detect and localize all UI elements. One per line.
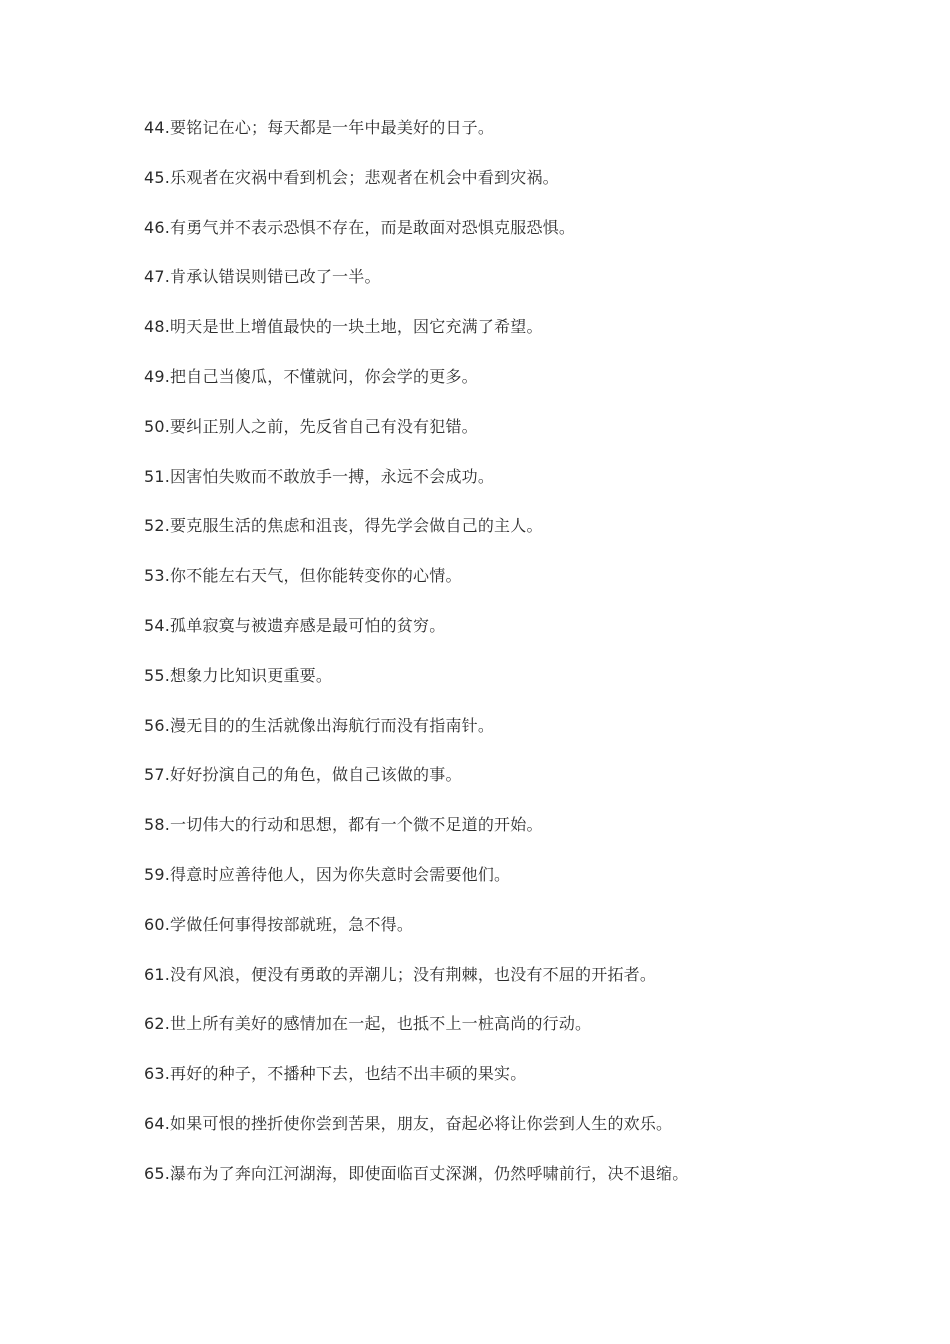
quote-line: 52.要克服生活的焦虑和沮丧，得先学会做自己的主人。	[144, 516, 543, 536]
quote-line: 60.学做任何事得按部就班，急不得。	[144, 914, 414, 934]
quote-line: 55.想象力比知识更重要。	[144, 665, 333, 685]
quote-line: 57.好好扮演自己的角色，做自己该做的事。	[144, 765, 462, 785]
quote-list	[144, 114, 904, 1210]
quote-line: 65.瀑布为了奔向江河湖海，即使面临百丈深渊，仍然呼啸前行，决不退缩。	[144, 1163, 689, 1183]
quote-line: 64.如果可恨的挫折使你尝到苦果，朋友，奋起必将让你尝到人生的欢乐。	[144, 1113, 673, 1133]
quote-line: 62.世上所有美好的感情加在一起，也抵不上一桩高尚的行动。	[144, 1014, 592, 1034]
quote-line: 48.明天是世上增值最快的一块土地，因它充满了希望。	[144, 317, 543, 337]
quote-line: 59.得意时应善待他人，因为你失意时会需要他们。	[144, 864, 511, 884]
quote-line: 53.你不能左右天气，但你能转变你的心情。	[144, 566, 462, 586]
quote-line: 47.肯承认错误则错已改了一半。	[144, 267, 381, 287]
quote-line: 61.没有风浪，便没有勇敢的弄潮儿；没有荆棘，也没有不屈的开拓者。	[144, 964, 657, 984]
quote-line: 49.把自己当傻瓜，不懂就问，你会学的更多。	[144, 366, 478, 386]
quote-line: 45.乐观者在灾祸中看到机会；悲观者在机会中看到灾祸。	[144, 167, 559, 187]
quote-line: 51.因害怕失败而不敢放手一搏，永远不会成功。	[144, 466, 495, 486]
quote-line: 46.有勇气并不表示恐惧不存在，而是敢面对恐惧克服恐惧。	[144, 217, 576, 237]
quote-line: 50.要纠正别人之前，先反省自己有没有犯错。	[144, 416, 478, 436]
quote-line: 56.漫无目的的生活就像出海航行而没有指南针。	[144, 715, 495, 735]
quote-line: 44.要铭记在心；每天都是一年中最美好的日子。	[144, 118, 495, 137]
quote-line: 54.孤单寂寞与被遗弃感是最可怕的贫穷。	[144, 615, 446, 635]
quote-line: 58.一切伟大的行动和思想，都有一个微不足道的开始。	[144, 815, 543, 835]
quote-line: 63.再好的种子，不播种下去，也结不出丰硕的果实。	[144, 1064, 527, 1084]
